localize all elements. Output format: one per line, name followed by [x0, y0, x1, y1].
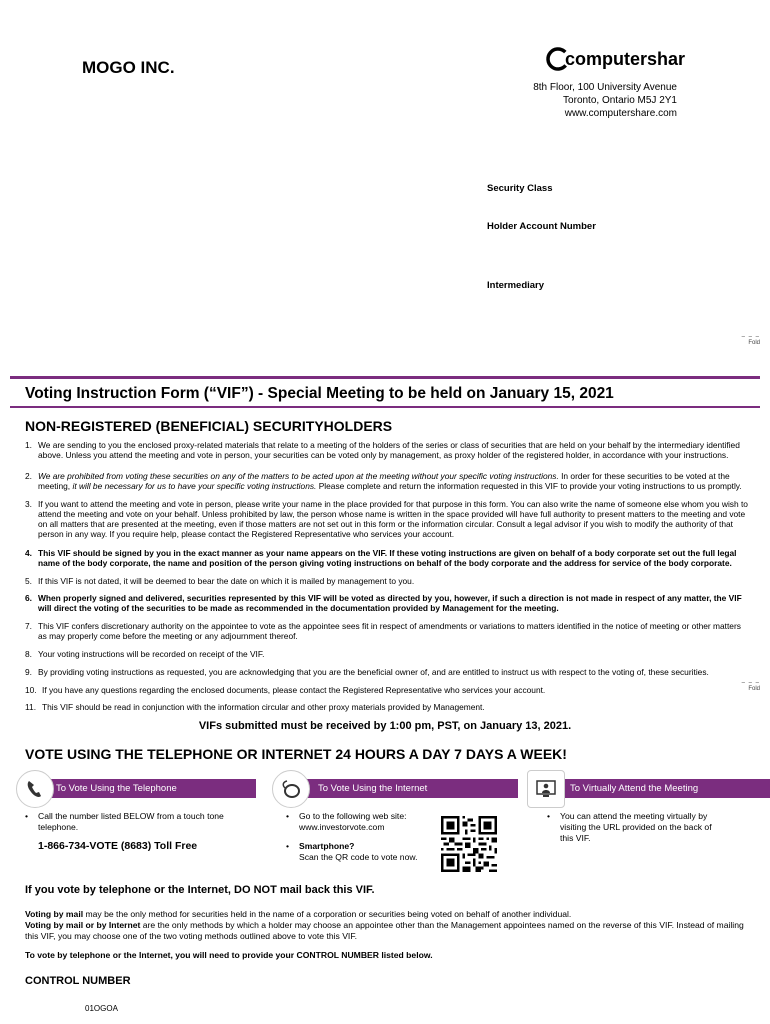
telephone-icon: [16, 770, 54, 808]
qr-code: [441, 816, 497, 872]
control-number-note: To vote by telephone or the Internet, you will need to provide your CONTROL NUMBER listed below.: [25, 950, 433, 960]
computershare-logo: [545, 44, 685, 74]
list-item: 1. We are sending to you the enclosed proxy-related materials that relate to a meeting of the holders of the series or class of securities that are held on your behalf by the intermediary identified above. Unless you attend the meeting and vote in person, your securities can be voted only by management, as proxy holder of the registered holder, in accordance with your instructions.: [25, 440, 740, 460]
company-name: MOGO INC.: [82, 58, 175, 77]
list-item: 5. If this VIF is not dated, it will be deemed to bear the date on which it is mailed by management to you.: [25, 576, 415, 586]
virtual-header: To Virtually Attend the Meeting: [545, 779, 770, 798]
form-code: 01OGOA: [85, 1004, 118, 1013]
mail-note: Voting by mail may be the only method for securities held in the name of a corporation or securities being voted on behalf of another individual. Voting by mail or by Internet are the only methods by which a holder may choose an appointee other than the Management appointees named on the reverse of this VIF. Instead of mailing this VIF, you may choose one of the two voting methods outlined above to vote this VIF.: [25, 909, 744, 941]
monitor-icon: [527, 770, 565, 808]
fold-mark: – – – Fold: [741, 680, 760, 692]
security-class-label: Security Class: [487, 183, 553, 194]
logo-text: computershare: [565, 49, 685, 69]
form-title: Voting Instruction Form (“VIF”) - Special Meeting to be held on January 15, 2021: [25, 385, 614, 402]
address-block: [533, 81, 677, 120]
virtual-instruction: • You can attend the meeting virtually by visiting the URL provided on the back of this VIF.: [547, 811, 712, 843]
telephone-number: 1-866-734-VOTE (8683) Toll Free: [38, 840, 198, 852]
address-line: 8th Floor, 100 University Avenue: [533, 82, 677, 93]
no-mail-notice: If you vote by telephone or the Internet, DO NOT mail back this VIF.: [25, 884, 375, 896]
list-item: 3. If you want to attend the meeting and vote in person, please write your name in the place provided for that purpose in this form. You can also write the name of someone else whom you wish to attend the meeting and vote on your behalf. Unless prohibited by law, the person whose name is written in the space provided will have full authority to present matters to the meeting and vote on all matters that are presented at the meeting, even if those matters are not set out in this form or the information circular. Consult a legal advisor if you wish to modify the authority of that person in any way. If you require help, please contact the Registered Representative who services your account.: [25, 499, 748, 539]
vote-heading: VOTE USING THE TELEPHONE OR INTERNET 24 HOURS A DAY 7 DAYS A WEEK!: [25, 746, 567, 762]
holder-account-label: Holder Account Number: [487, 221, 596, 232]
internet-header: To Vote Using the Internet: [290, 779, 518, 798]
telephone-header: To Vote Using the Telephone: [34, 779, 256, 798]
list-item: 10. If you have any questions regarding the enclosed documents, please contact the Registered Representative who services your account.: [25, 685, 546, 695]
address-line: Toronto, Ontario M5J 2Y1: [563, 95, 677, 106]
title-divider: [10, 406, 760, 408]
list-item: 8. Your voting instructions will be recorded on receipt of the VIF.: [25, 649, 265, 659]
smartphone-instruction: • Smartphone? Scan the QR code to vote now.: [286, 841, 418, 862]
intermediary-label: Intermediary: [487, 280, 545, 291]
list-item: 6. When properly signed and delivered, securities represented by this VIF will be voted as directed by you, however, if such a direction is not made in respect of any matter, the VIF will direct the voting of the securities to be made as recommended in the documentation provided by Management for the meeting.: [25, 593, 742, 613]
mouse-icon: [272, 770, 310, 808]
list-item: 2. We are prohibited from voting these securities on any of the matters to be acted upon at the meeting without your specific voting instructions. In order for these securities to be voted at the meeting, it will be necessary for us to have your specific voting instructions. Please complete and return the information requested in this VIF to provide your voting instructions to us promptly.: [25, 471, 742, 491]
control-number-label: CONTROL NUMBER: [25, 975, 131, 987]
list-item: 7. This VIF confers discretionary authority on the appointee to vote as the appointee sees fit in respect of amendments or variations to matters identified in the notice of meeting or other matters as may properly come before the meeting or any adjournment thereof.: [25, 621, 741, 641]
section-heading: NON-REGISTERED (BENEFICIAL) SECURITYHOLDERS: [25, 418, 393, 434]
telephone-instruction: • Call the number listed BELOW from a touch tone telephone.: [25, 811, 224, 832]
list-item: 11. This VIF should be read in conjunction with the information circular and other proxy materials provided by Management.: [25, 702, 485, 712]
internet-instruction: • Go to the following web site: www.investorvote.com: [286, 811, 407, 832]
list-item: 9. By providing voting instructions as requested, you are acknowledging that you are the beneficial owner of, and are entitled to instruct us with respect to the voting of, these securities.: [25, 667, 709, 677]
title-divider: [10, 376, 760, 379]
website: www.computershare.com: [564, 108, 677, 119]
deadline-notice: VIFs submitted must be received by 1:00 pm, PST, on January 13, 2021.: [198, 720, 572, 732]
list-item: 4. This VIF should be signed by you in the exact manner as your name appears on the VIF. If these voting instructions are given on behalf of a body corporate set out the full legal name of the body corporate, the name and position of the person giving voting instructions on behalf of the body corporate and the address for service of the body corporate.: [25, 548, 737, 568]
fold-mark: – – – Fold: [741, 334, 760, 346]
